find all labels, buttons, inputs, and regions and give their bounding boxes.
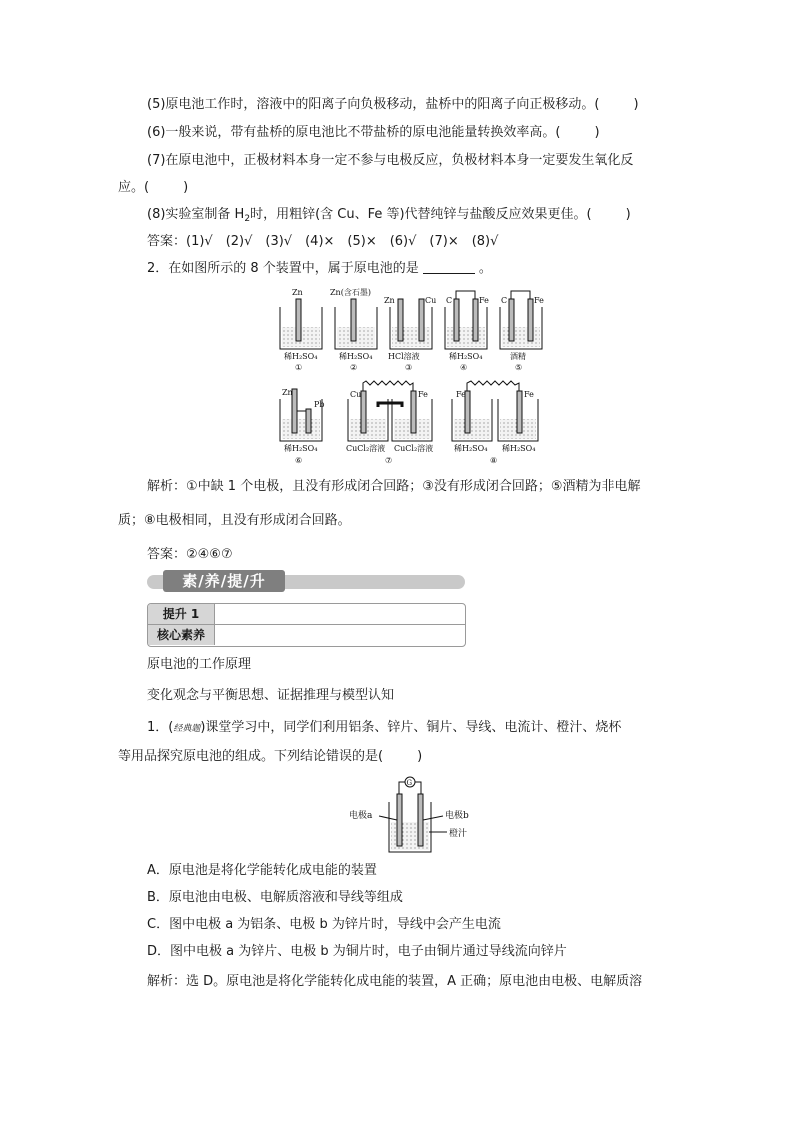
table-cell-upgrade: 提升 1 xyxy=(148,604,215,624)
question-7-line2: 应。( ) xyxy=(118,180,189,195)
wire-7 xyxy=(363,381,413,391)
device-number-5: ⑤ xyxy=(515,363,523,372)
wire-4 xyxy=(456,291,475,299)
table-cell-literacy: 核心素养 xyxy=(148,625,215,645)
juice-label: 橙汁 xyxy=(449,829,468,839)
device-7 xyxy=(346,381,433,465)
solution-7a xyxy=(350,419,386,439)
electrode-label-2: Zn(含石墨) xyxy=(330,288,371,297)
electrode-b xyxy=(418,794,423,846)
literacy-heading: 变化观念与平衡思想、证据推理与模型认知 xyxy=(147,688,395,703)
question-5: (5)原电池工作时，溶液中的阳离子向负极移动，盐桥中的阳离子向正极移动。( ) xyxy=(147,97,639,112)
question-6: (6)一般来说，带有盐桥的原电池比不带盐桥的原电池能量转换效率高。( ) xyxy=(147,125,600,140)
answer-2: 答案：②④⑥⑦ xyxy=(147,547,233,562)
device-number-4: ④ xyxy=(460,363,468,372)
option-d: D．图中电极 a 为锌片、电极 b 为铜片时，电子由铜片通过导线流向锌片 xyxy=(147,944,567,959)
electrode-label-8b: Fe xyxy=(524,390,534,399)
electrode-8b xyxy=(517,391,522,433)
electrode-b-pointer xyxy=(423,816,443,820)
electrode-2 xyxy=(351,299,356,341)
electrode-a-pointer xyxy=(379,816,397,820)
electrode-label-8a: Fe xyxy=(456,390,466,399)
device-5 xyxy=(500,291,544,372)
device-number-8: ⑧ xyxy=(490,456,498,465)
analysis-2-line1: 解析：①中缺 1 个电极，且没有形成闭合回路；③没有形成闭合回路；⑤酒精为非电解 xyxy=(147,479,641,494)
question-2: 2．在如图所示的 8 个装置中，属于原电池的是 。 xyxy=(147,261,492,276)
solution-label-8b: 稀H₂SO₄ xyxy=(502,444,536,453)
electrode-6b xyxy=(306,409,311,433)
device-number-6: ⑥ xyxy=(295,456,303,465)
solution-label-6: 稀H₂SO₄ xyxy=(284,444,318,453)
electrode-label-3b: Cu xyxy=(425,296,437,305)
solution-label-2: 稀H₂SO₄ xyxy=(339,352,373,361)
electrode-label-7b: Fe xyxy=(418,390,428,399)
electrode-6a xyxy=(292,389,297,433)
device-4 xyxy=(445,291,489,372)
electrode-label-7a: Cu xyxy=(350,390,362,399)
electrode-3b xyxy=(419,299,424,341)
option-a: A．原电池是将化学能转化成电能的装置 xyxy=(147,863,377,878)
device-number-2: ② xyxy=(350,363,358,372)
question-1-line1: 1．(经典题)课堂学习中，同学们利用铝条、锌片、铜片、导线、电流计、橙汁、烧杯 xyxy=(147,720,622,735)
electrode-a xyxy=(397,794,402,846)
answer-1: 答案：(1)√ (2)√ (3)√ (4)× (5)× (6)√ (7)× (8)√ xyxy=(147,234,499,249)
electrode-4b xyxy=(473,299,478,341)
analysis-1: 解析：选 D。原电池是将化学能转化成电能的装置，A 正确；原电池由电极、电解质溶 xyxy=(147,974,643,989)
electrode-label-6b: Pb xyxy=(314,400,325,409)
electrode-7b xyxy=(411,391,416,433)
electrode-label-3a: Zn xyxy=(384,296,395,305)
electrode-5a xyxy=(509,299,514,341)
question-7-line1: (7)在原电池中，正极材料本身一定不参与电极反应，负极材料本身一定要发生氧化反 xyxy=(147,153,634,168)
literacy-table xyxy=(147,603,466,647)
wire-5 xyxy=(511,291,530,299)
table-row xyxy=(148,604,465,625)
option-b: B．原电池由电极、电解质溶液和导线等组成 xyxy=(147,890,403,905)
answer-blank xyxy=(423,261,475,274)
figure-eight-devices xyxy=(270,285,560,470)
section-banner-title: 素/养/提/升 xyxy=(163,570,285,592)
device-number-1: ① xyxy=(295,363,303,372)
electrode-label-5b: Fe xyxy=(534,296,544,305)
electrode-a-label: 电极a xyxy=(349,811,373,821)
electrode-label-4a: C xyxy=(446,296,453,305)
figure-orange-juice-cell xyxy=(345,774,505,856)
table-row xyxy=(148,625,465,645)
solution-label-4: 稀H₂SO₄ xyxy=(449,352,483,361)
option-c: C．图中电极 a 为铝条、电极 b 为锌片时，导线中会产生电流 xyxy=(147,917,501,932)
electrode-label-4b: Fe xyxy=(479,296,489,305)
electrode-4a xyxy=(454,299,459,341)
electrode-5b xyxy=(528,299,533,341)
question-1-line2: 等用品探究原电池的组成。下列结论错误的是( ) xyxy=(118,749,423,764)
electrode-label-1: Zn xyxy=(292,288,303,297)
question-8: (8)实验室制备 $H_2$时，用粗锌(含 Cu、Fe 等)代替纯锌与盐酸反应效果更佳。( ) xyxy=(147,207,631,224)
solution-label-7a: CuCl₂溶液 xyxy=(346,444,386,453)
solution-label-8a: 稀H₂SO₄ xyxy=(454,444,488,453)
solution-8a xyxy=(454,419,490,439)
device-6 xyxy=(280,388,325,465)
device-8 xyxy=(452,381,538,465)
salt-bridge-7 xyxy=(378,403,402,407)
device-3 xyxy=(384,296,436,372)
galvanometer-label: G xyxy=(406,779,413,787)
solution-5 xyxy=(502,327,540,347)
analysis-2-line2: 质；⑧电极相同，且没有形成闭合回路。 xyxy=(118,513,351,528)
electrode-7a xyxy=(361,391,366,433)
device-number-7: ⑦ xyxy=(385,456,393,465)
device-1 xyxy=(280,288,322,372)
solution-label-5: 酒精 xyxy=(510,352,526,361)
solution-label-3: HCl溶液 xyxy=(388,352,420,361)
solution-4 xyxy=(447,327,485,347)
solution-label-7b: CuCl₂溶液 xyxy=(394,444,434,453)
electrode-1 xyxy=(296,299,301,341)
electrode-b-label: 电极b xyxy=(445,811,469,821)
device-number-3: ③ xyxy=(405,363,413,372)
classic-question-tag: 经典题 xyxy=(173,724,201,734)
wire-8 xyxy=(467,381,519,391)
device-2 xyxy=(330,287,377,372)
electrode-label-5a: C xyxy=(501,296,508,305)
solution-6 xyxy=(282,419,320,439)
topic-heading: 原电池的工作原理 xyxy=(147,657,252,672)
solution-label-1: 稀H₂SO₄ xyxy=(284,352,318,361)
electrode-3a xyxy=(398,299,403,341)
electrode-label-6a: Zn xyxy=(282,388,293,397)
